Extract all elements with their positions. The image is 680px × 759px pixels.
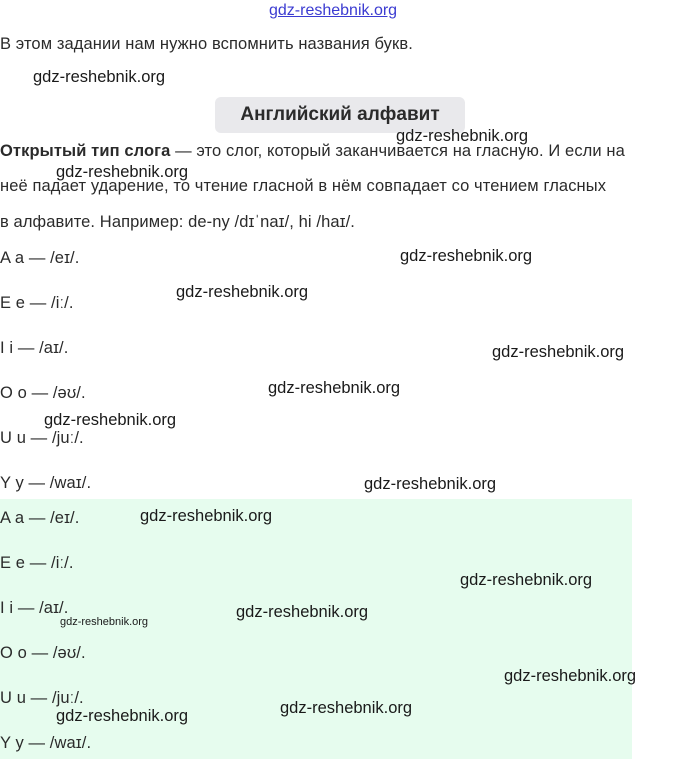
paragraph-line-1 [0,142,625,161]
watermark: gdz-reshebnik.org [236,603,369,621]
watermark: gdz-reshebnik.org [400,247,533,265]
answer-letter-i: I i — /aɪ/. [0,599,69,617]
letter-y: Y y — /waɪ/. [0,474,92,492]
site-link[interactable]: gdz-reshebnik.org [269,2,398,19]
watermark: gdz-reshebnik.org [56,163,189,181]
watermark: gdz-reshebnik.org [492,343,625,361]
watermark: gdz-reshebnik.org [280,699,413,717]
letter-i: I i — /aɪ/. [0,339,69,357]
watermark: gdz-reshebnik.org [364,475,497,493]
watermark: gdz-reshebnik.org [176,283,309,301]
watermark-small: gdz-reshebnik.org [60,616,149,628]
letter-o: O o — /əʊ/. [0,384,86,402]
section-title: Английский алфавит [215,97,465,133]
term-open-syllable: Открытый тип слога [0,142,171,160]
answer-letter-a: A a — /eɪ/. [0,509,80,527]
answer-letter-o: O o — /əʊ/. [0,644,86,662]
answer-letter-e: E e — /iː/. [0,554,74,572]
watermark: gdz-reshebnik.org [460,571,593,589]
watermark: gdz-reshebnik.org [268,379,401,397]
intro-text: В этом задании нам нужно вспомнить названия букв. [0,35,413,53]
watermark: gdz-reshebnik.org [44,411,177,429]
paragraph-line-3: в алфавите. Например: de-ny /dɪˈnaɪ/, hi /haɪ/. [0,213,355,231]
watermark: gdz-reshebnik.org [33,68,166,86]
letter-a: A a — /eɪ/. [0,249,80,267]
answer-letter-y: Y y — /waɪ/. [0,734,92,752]
letter-u: U u — /juː/. [0,429,84,447]
watermark: gdz-reshebnik.org [56,707,189,725]
answer-letter-u: U u — /juː/. [0,689,84,707]
paragraph-line-1-rest: — это слог, который заканчивается на гласную. И если на [170,142,625,160]
watermark: gdz-reshebnik.org [396,127,529,145]
paragraph-line-2: неё падает ударение, то чтение гласной в нём совпадает со чтением гласных [0,177,607,195]
letter-e: E e — /iː/. [0,294,74,312]
watermark: gdz-reshebnik.org [504,667,637,685]
watermark: gdz-reshebnik.org [140,507,273,525]
